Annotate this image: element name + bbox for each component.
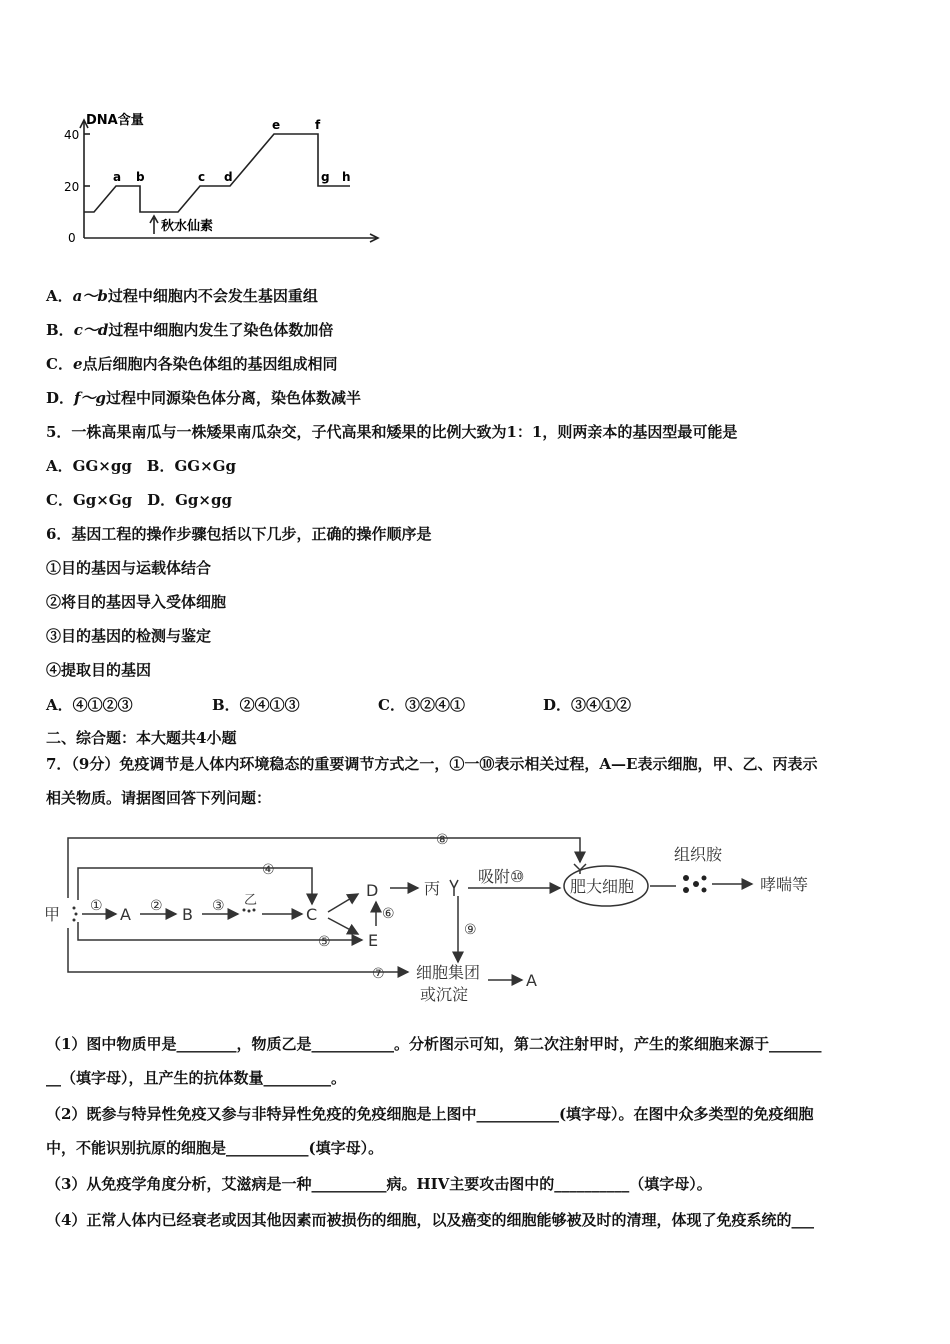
c-to-d — [328, 894, 358, 912]
dna-curve — [84, 134, 350, 212]
q6-option-c: C．③②④① — [378, 696, 465, 714]
label-8: ⑧ — [436, 832, 449, 848]
label-histamine: 组织胺 — [674, 845, 723, 864]
y-axis-label: DNA含量 — [86, 113, 144, 128]
label-7: ⑦ — [372, 966, 385, 982]
label-yi: 乙 — [244, 893, 258, 908]
q7-stem-line2: 相关物质。请据图回答下列问题： — [46, 789, 272, 807]
label-5: ⑤ — [318, 934, 331, 950]
q7-sub2-line1: （2）既参与特异性免疫又参与非特异性免疫的免疫细胞是上图中___________(填字母）。在图中众多类型的免疫细胞 — [46, 1105, 814, 1123]
q4-option-d: D．f～g过程中同源染色体分离，染色体数减半 — [46, 389, 361, 407]
colchicine-arrow — [150, 216, 158, 234]
immune-diagram — [40, 822, 840, 1014]
label-jia: 甲 — [44, 905, 61, 924]
point-a: a — [113, 170, 122, 184]
q6-option-a: A．④①②③ — [46, 696, 133, 714]
label-1: ① — [90, 898, 103, 914]
point-g: g — [321, 170, 330, 184]
point-b: b — [136, 170, 145, 184]
label-cluster-1: 细胞集团 — [416, 963, 481, 982]
antibody-icon — [450, 880, 458, 896]
label-3: ③ — [212, 898, 225, 914]
q5-options-row2: C．Gg×Gg D．Gg×gg — [46, 491, 232, 509]
q7-sub3: （3）从免疫学角度分析，艾滋病是一种__________病。HIV主要攻击图中的__________（填字母）。 — [46, 1175, 712, 1193]
q6-option-b: B．②④①③ — [212, 696, 300, 714]
q6-step-3: ③目的基因的检测与鉴定 — [46, 627, 212, 645]
q4-option-b: B．c～d过程中细胞内发生了染色体数加倍 — [46, 321, 334, 339]
q7-stem-line1: 7．（9分）免疫调节是人体内环境稳态的重要调节方式之一，①一⑩表示相关过程，A—E表示细胞，甲、乙、丙表示 — [46, 755, 818, 773]
antigen-dots — [73, 907, 78, 922]
label-cell-b: B — [182, 905, 193, 924]
q4-option-a: A．a～b过程中细胞内不会发生基因重组 — [46, 287, 318, 305]
label-9: ⑨ — [464, 922, 477, 938]
dna-content-graph — [60, 108, 390, 248]
point-f: f — [315, 118, 321, 132]
label-cell-d: D — [366, 881, 379, 900]
path-4 — [78, 868, 312, 904]
point-h: h — [342, 170, 351, 184]
label-4: ④ — [262, 862, 275, 878]
colchicine-label: 秋水仙素 — [161, 219, 214, 234]
label-cell-e: E — [368, 931, 379, 950]
label-asthma: 哮喘等 — [760, 875, 809, 894]
label-cell-c: C — [306, 905, 318, 924]
q5-stem: 5．一株高果南瓜与一株矮果南瓜杂交，子代高果和矮果的比例大致为1：1，则两亲本的基因型最可能是 — [46, 423, 738, 441]
q7-sub1-line1: （1）图中物质甲是________，物质乙是___________。分析图示可知，第二次注射甲时，产生的浆细胞来源于_______ — [46, 1035, 822, 1053]
label-cell-a: A — [120, 905, 131, 924]
q4-option-c: C．e点后细胞内各染色体组的基因组成相同 — [46, 355, 338, 373]
q6-option-d: D．③④①② — [543, 696, 632, 714]
q7-sub1-line2: __（填字母），且产生的抗体数量_________。 — [46, 1069, 347, 1087]
q5-options-row1: A．GG×gg B．GG×Gg — [46, 457, 236, 475]
q6-step-1: ①目的基因与运载体结合 — [46, 559, 212, 577]
c-to-e — [328, 918, 358, 934]
y-tick-40: 40 — [64, 128, 80, 142]
path-7 — [68, 928, 408, 972]
label-2: ② — [150, 898, 163, 914]
q7-sub4: （4）正常人体内已经衰老或因其他因素而被损伤的细胞，以及癌变的细胞能够被及时的清理，体现了免疫系统的___ — [46, 1211, 814, 1229]
label-adsorb: 吸附⑩ — [478, 867, 525, 886]
q6-stem: 6．基因工程的操作步骤包括以下几步，正确的操作顺序是 — [46, 525, 432, 543]
section-2-heading: 二、综合题：本大题共4小题 — [46, 729, 237, 747]
label-bing: 丙 — [424, 879, 441, 898]
label-mast-cell: 肥大细胞 — [570, 877, 635, 896]
label-cluster-2: 或沉淀 — [420, 985, 469, 1004]
point-e: e — [272, 118, 281, 132]
y-tick-0: 0 — [68, 231, 76, 245]
label-6: ⑥ — [382, 906, 395, 922]
q6-step-4: ④提取目的基因 — [46, 661, 152, 679]
label-cell-a2: A — [526, 971, 537, 990]
yi-dots — [243, 909, 256, 913]
histamine-dots — [683, 875, 707, 893]
point-c: c — [198, 170, 206, 184]
q7-sub2-line2: 中，不能识别抗原的细胞是___________(填字母）。 — [46, 1139, 384, 1157]
q6-step-2: ②将目的基因导入受体细胞 — [46, 593, 227, 611]
y-tick-20: 20 — [64, 180, 80, 194]
point-d: d — [224, 170, 233, 184]
